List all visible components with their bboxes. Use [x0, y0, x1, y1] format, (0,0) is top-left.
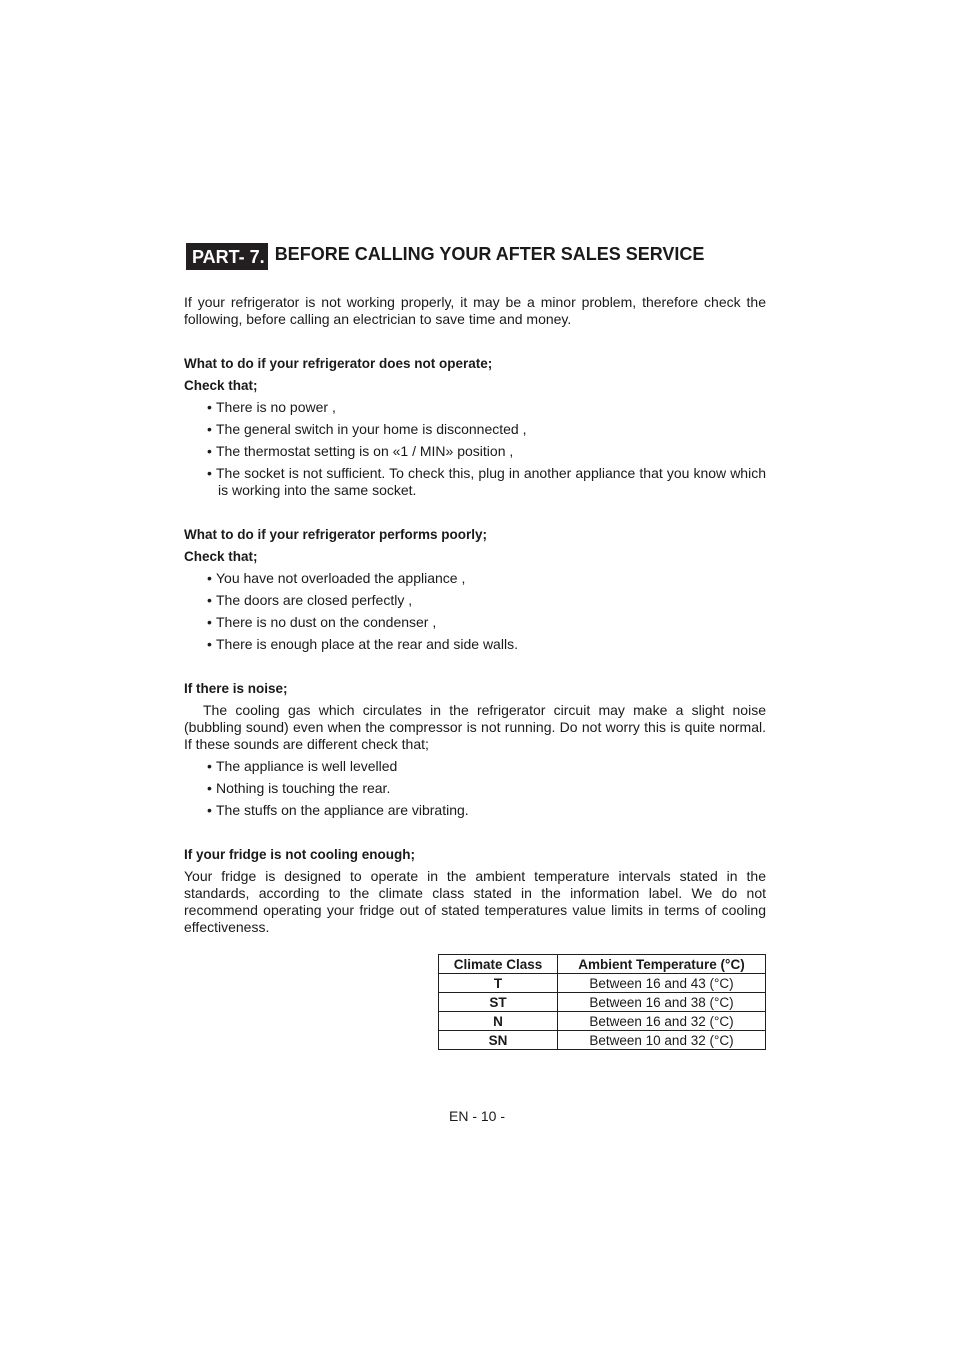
not-cooling-paragraph: Your fridge is designed to operate in the ambient temperature intervals stated in the standards, according to the climate class stated in the information label. We do not recommend operating your fridge out of stated temperatures value limits in terms of cooling effectiveness. — [184, 868, 766, 935]
table-header-row — [439, 955, 766, 974]
table-row — [439, 974, 766, 993]
column-header: Ambient Temperature (°C) — [558, 955, 766, 974]
table-row — [439, 1012, 766, 1031]
temperature-cell: Between 16 and 38 (°C) — [558, 993, 766, 1012]
climate-class-cell: SN — [439, 1031, 558, 1050]
intro-paragraph: If your refrigerator is not working properly, it may be a minor problem, therefore check the following, before calling an electrician to save time and money. — [184, 294, 766, 327]
performs-poorly-list — [184, 570, 766, 653]
bullet-icon: • — [207, 614, 212, 630]
climate-class-cell: ST — [439, 993, 558, 1012]
list-item: • Nothing is touching the rear. — [207, 780, 391, 796]
temperature-cell: Between 16 and 32 (°C) — [558, 1012, 766, 1031]
bullet-icon: • — [207, 802, 212, 818]
bullet-icon: • — [207, 780, 212, 796]
list-item: • There is no power , — [207, 399, 336, 415]
column-header: Climate Class — [439, 955, 558, 974]
page-number: EN - 10 - — [448, 1108, 505, 1124]
not-operate-check-label: Check that; — [184, 378, 258, 393]
list-item: • The socket is not sufficient. To check this, plug in another appliance that you know which is working into the same socket. — [207, 465, 766, 498]
list-item: • The appliance is well levelled — [207, 758, 398, 774]
not-operate-list — [184, 399, 766, 499]
noise-paragraph: The cooling gas which circulates in the refrigerator circuit may make a slight noise (bubbling sound) even when the compressor is not running. Do not worry this is quite normal. If these sounds are different check that; — [184, 702, 766, 752]
performs-poorly-check-label: Check that; — [184, 549, 258, 564]
performs-poorly-heading: What to do if your refrigerator performs poorly; — [184, 527, 488, 542]
list-item: • There is enough place at the rear and side walls. — [207, 636, 518, 652]
section-title: BEFORE CALLING YOUR AFTER SALES SERVICE — [274, 243, 705, 264]
climate-class-cell: N — [439, 1012, 558, 1031]
list-item: • There is no dust on the condenser , — [207, 614, 437, 630]
page-title — [186, 243, 704, 270]
list-item: • The doors are closed perfectly , — [207, 592, 413, 608]
climate-class-table — [438, 954, 766, 1050]
list-item: • The thermostat setting is on «1 / MIN» position , — [207, 443, 514, 459]
bullet-icon: • — [207, 758, 212, 774]
list-item: • The general switch in your home is disconnected , — [207, 421, 527, 437]
bullet-icon: • — [207, 636, 212, 652]
bullet-icon: • — [207, 443, 212, 459]
not-cooling-heading: If your fridge is not cooling enough; — [184, 847, 415, 862]
list-item: • The stuffs on the appliance are vibrating. — [207, 802, 469, 818]
not-operate-heading: What to do if your refrigerator does not operate; — [184, 356, 493, 371]
bullet-icon: • — [207, 570, 212, 586]
bullet-icon: • — [207, 592, 212, 608]
bullet-icon: • — [207, 399, 212, 415]
bullet-icon: • — [207, 421, 212, 437]
bullet-icon: • — [207, 465, 212, 481]
climate-class-cell: T — [439, 974, 558, 993]
table-row — [439, 1031, 766, 1050]
temperature-cell: Between 10 and 32 (°C) — [558, 1031, 766, 1050]
main-content — [184, 294, 766, 936]
noise-heading: If there is noise; — [184, 681, 288, 696]
list-item: • You have not overloaded the appliance , — [207, 570, 466, 586]
table-row — [439, 993, 766, 1012]
temperature-cell: Between 16 and 43 (°C) — [558, 974, 766, 993]
noise-list — [184, 758, 766, 819]
part-badge: PART- 7. — [186, 243, 268, 270]
